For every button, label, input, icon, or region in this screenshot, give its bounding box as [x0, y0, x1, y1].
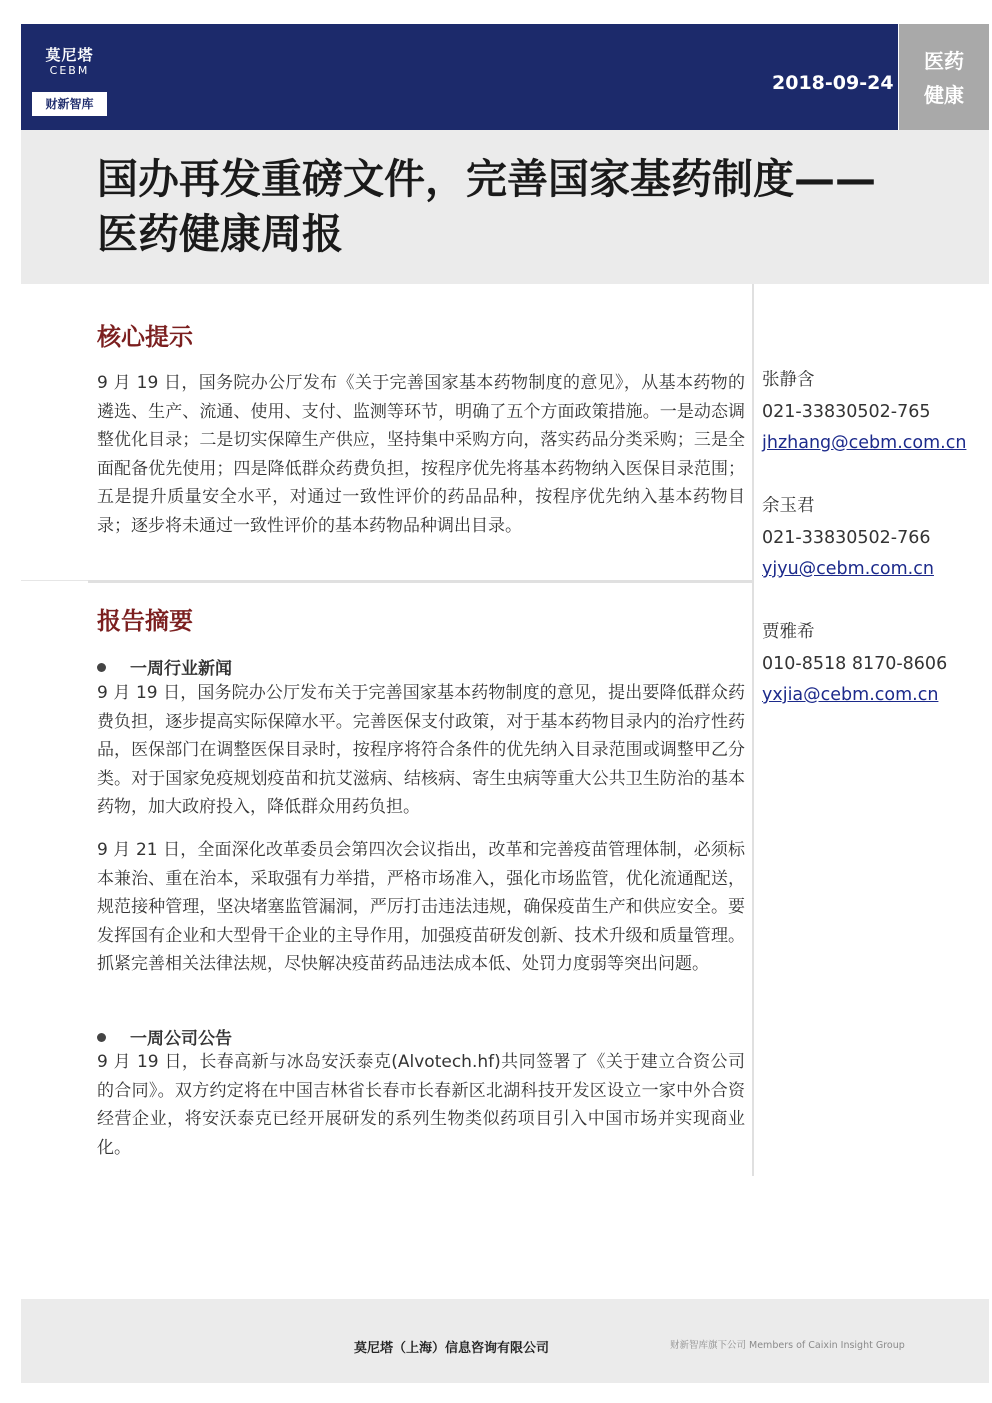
- analyst-name: 余玉君: [762, 496, 815, 516]
- logo-mark: [32, 40, 107, 90]
- cebm-logo: [32, 40, 107, 116]
- section-divider: [88, 580, 752, 583]
- report-title: 国办再发重磅文件，完善国家基药制度——医药健康周报: [97, 155, 876, 258]
- section-divider-left: [21, 580, 88, 581]
- column-divider: [752, 284, 754, 1176]
- bullet-dot-icon: [97, 1033, 106, 1042]
- key-points-heading: 核心提示: [97, 323, 193, 351]
- bullet-dot-icon: [97, 663, 106, 672]
- analyst-contact: [762, 365, 982, 460]
- analyst-phone: 021-33830502-766: [762, 527, 931, 548]
- sector-tag: [899, 24, 989, 130]
- company-news-bullet: [97, 1024, 232, 1049]
- analyst-email-link[interactable]: yjyu@cebm.com.cn: [762, 559, 934, 579]
- industry-news-bullet: [97, 654, 232, 679]
- sector-line-2: 健康: [924, 83, 964, 107]
- sector-line-1: 医药: [924, 49, 964, 73]
- industry-news-paragraph-1: 9 月 19 日，国务院办公厅发布关于完善国家基本药物制度的意见，提出要降低群众药费负担，逐步提高实际保障水平。完善医保支付政策，对于基本药物目录内的治疗性药品，医保部门在调整医保目录时，按程序将符合条件的优先纳入目录范围或调整甲乙分类。对于国家免疫规划疫苗和抗艾滋病、结核病、寄生虫病等重大公共卫生防治的基本药物，加大政府投入，降低群众用药负担。: [97, 683, 745, 817]
- report-date: 2018-09-24: [772, 72, 894, 94]
- summary-heading: 报告摘要: [97, 607, 193, 635]
- logo-subtitle: 财新智库: [32, 92, 107, 116]
- industry-news-label: 一周行业新闻: [130, 659, 232, 679]
- company-news-paragraph: 9 月 19 日，长春高新与冰岛安沃泰克(Alvotech.hf)共同签署了《关于建立合资公司的合同》。双方约定将在中国吉林省长春市长春新区北湖科技开发区设立一家中外合资经营企业，将安沃泰克已经开展研发的系列生物类似药项目引入中国市场并实现商业化。: [97, 1052, 745, 1158]
- key-points-text: 9 月 19 日，国务院办公厅发布《关于完善国家基本药物制度的意见》，从基本药物的遴选、生产、流通、使用、支付、监测等环节，明确了五个方面政策措施。一是动态调整优化目录；二是切实保障生产供应，坚持集中采购方向，落实药品分类采购；三是全面配备优先使用；四是降低群众药费负担，按程序优先将基本药物纳入医保目录范围；五是提升质量安全水平，对通过一致性评价的药品品种，按程序优先纳入基本药物目录；逐步将未通过一致性评价的基本药物品种调出目录。: [97, 373, 745, 536]
- analyst-contact: [762, 491, 982, 586]
- logo-chinese: 莫尼塔: [45, 46, 94, 64]
- analyst-phone: 021-33830502-765: [762, 401, 931, 422]
- company-news-label: 一周公司公告: [130, 1029, 232, 1049]
- header-bar: [21, 24, 898, 130]
- analyst-name: 张静含: [762, 370, 815, 390]
- footer-group: 财新智库旗下公司 Members of Caixin Insight Group: [670, 1340, 905, 1351]
- industry-news-paragraph-2: 9 月 21 日，全面深化改革委员会第四次会议指出，改革和完善疫苗管理体制，必须标本兼治、重在治本，采取强有力举措，严格市场准入，强化市场监管，优化流通配送，规范接种管理，坚决堵塞监管漏洞，严厉打击违法违规，确保疫苗生产和供应安全。要发挥国有企业和大型骨干企业的主导作用，加强疫苗研发创新、技术升级和质量管理。抓紧完善相关法律法规，尽快解决疫苗药品违法成本低、处罚力度弱等突出问题。: [97, 840, 745, 974]
- analyst-email-link[interactable]: jhzhang@cebm.com.cn: [762, 433, 967, 453]
- analyst-name: 贾雅希: [762, 622, 815, 642]
- logo-english: CEBM: [49, 64, 90, 77]
- analyst-contact: [762, 617, 982, 712]
- analyst-phone: 010-8518 8170-8606: [762, 653, 948, 674]
- footer-company: 莫尼塔（上海）信息咨询有限公司: [354, 1341, 550, 1356]
- analyst-email-link[interactable]: yxjia@cebm.com.cn: [762, 685, 939, 705]
